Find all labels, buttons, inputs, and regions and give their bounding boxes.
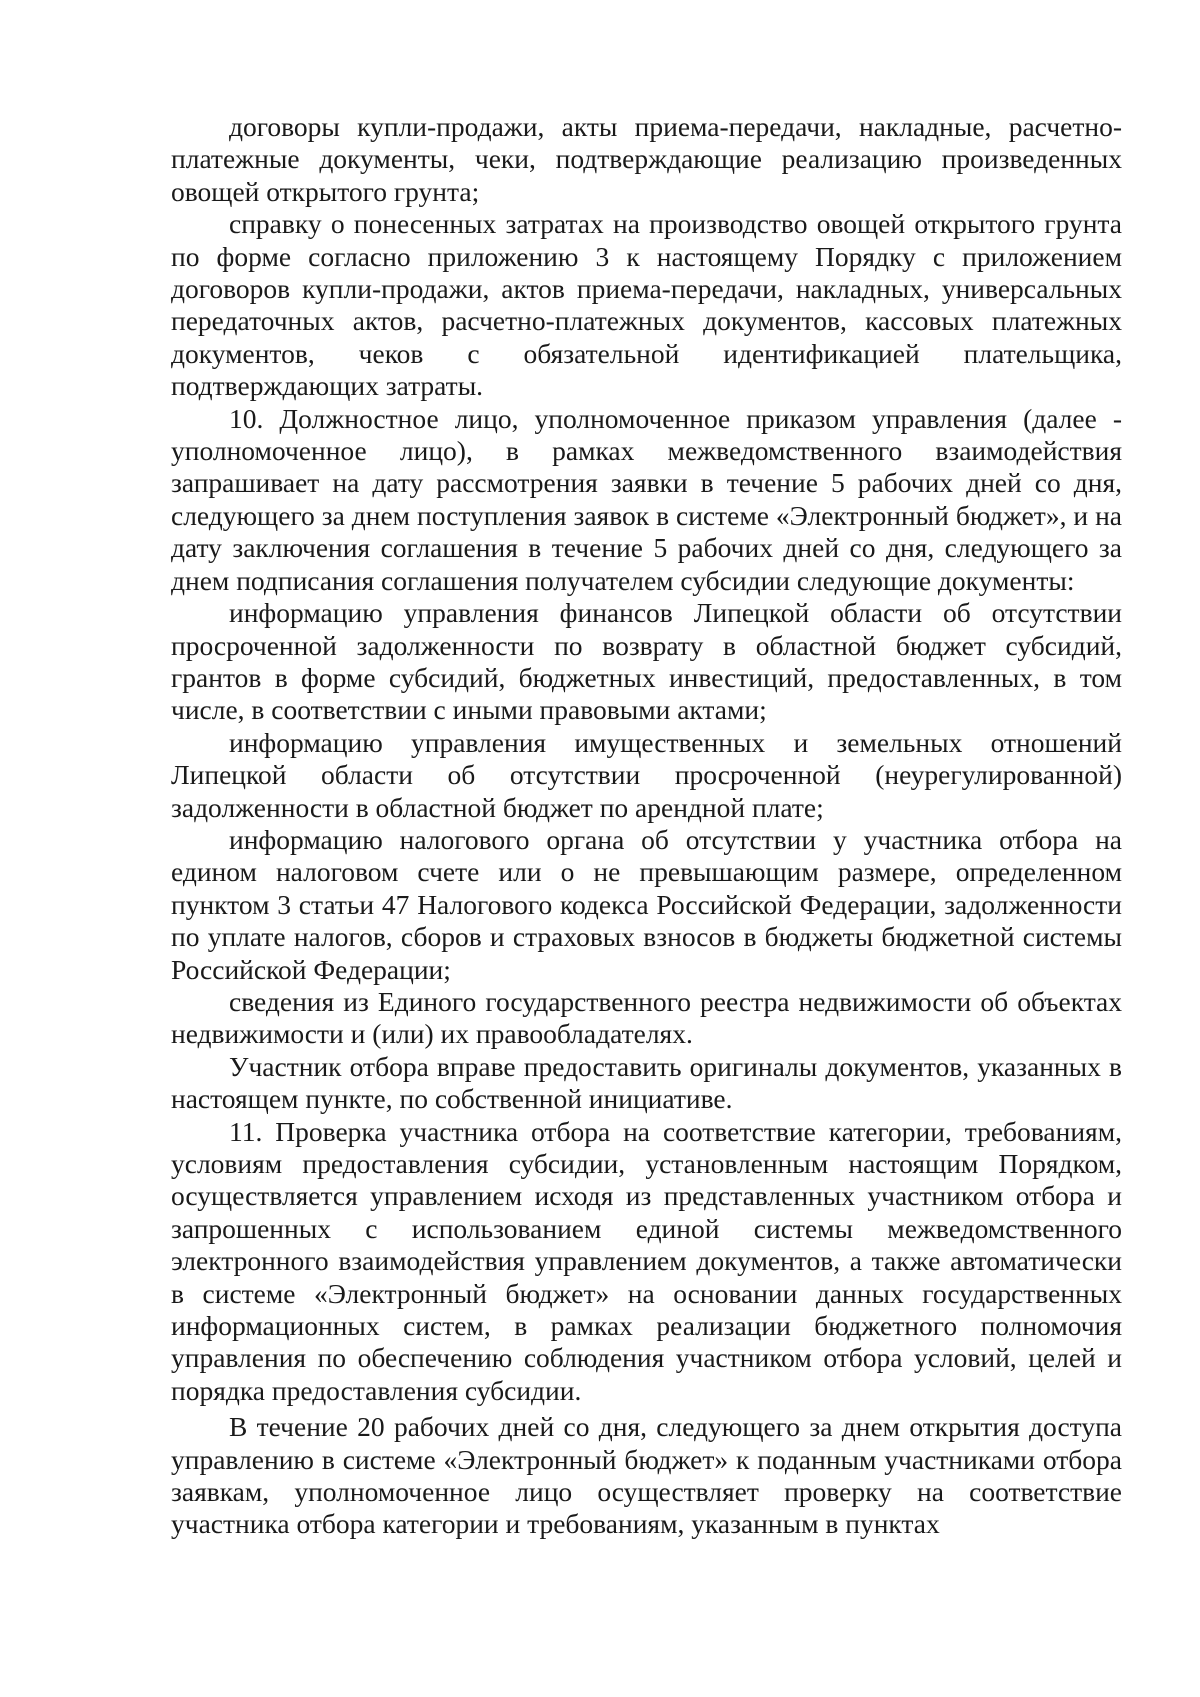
paragraph-tax-info: информацию налогового органа об отсутствии у участника отбора на едином налоговом счете или о не превышающим размере, определенном пунктом 3 статьи 47 Налогового кодекса Российской Федерации, задолженности по уплате налогов, сборов и страховых взносов в бюджеты бюджетной системы Российской Федерации; [171, 823, 1122, 985]
paragraph-item-11: 11. Проверка участника отбора на соответствие категории, требованиям, условиям предоставления субсидии, установленным настоящим Порядком, осуществляется управлением исходя из представленных участником отбора и запрошенных с использованием единой системы межведомственного электронного взаимодействия управлением документов, а также автоматически в системе «Электронный бюджет» на основании данных государственных информационных систем, в рамках реализации бюджетного полномочия управления по обеспечению соблюдения участником отбора условий, целей и порядка предоставления субсидии. [171, 1115, 1122, 1406]
paragraph-expense-certificate: справку о понесенных затратах на производство овощей открытого грунта по форме согласно приложению 3 к настоящему Порядку с приложением договоров купли-продажи, актов приема-передачи, накладных, универсальных передаточных актов, расчетно-платежных документов, кассовых платежных документов, чеков с обязательной идентификацией плательщика, подтверждающих затраты. [171, 208, 1122, 402]
paragraph-registry-info: сведения из Единого государственного реестра недвижимости об объектах недвижимости и (или) их правообладателях. [171, 985, 1122, 1050]
paragraph-20-days-check: В течение 20 рабочих дней со дня, следующего за днем открытия доступа управлению в системе «Электронный бюджет» к поданным участниками отбора заявкам, уполномоченное лицо осуществляет проверку на соответствие участника отбора категории и требованиям, указанным в пунктах [171, 1411, 1122, 1540]
paragraph-property-info: информацию управления имущественных и земельных отношений Липецкой области об отсутствии просроченной (неурегулированной) задолженности в областной бюджет по арендной плате; [171, 726, 1122, 823]
paragraph-originals-right: Участник отбора вправе предоставить оригиналы документов, указанных в настоящем пункте, по собственной инициативе. [171, 1050, 1122, 1115]
document-body [171, 111, 1122, 1541]
paragraph-sales-documents: договоры купли-продажи, акты приема-передачи, накладные, расчетно-платежные документы, чеки, подтверждающие реализацию произведенных овощей открытого грунта; [171, 111, 1122, 207]
paragraph-finance-info: информацию управления финансов Липецкой области об отсутствии просроченной задолженности по возврату в областной бюджет субсидий, грантов в форме субсидий, бюджетных инвестиций, предоставленных, в том числе, в соответствии с иными правовыми актами; [171, 597, 1122, 726]
paragraph-item-10: 10. Должностное лицо, уполномоченное приказом управления (далее - уполномоченное лицо), в рамках межведомственного взаимодействия запрашивает на дату рассмотрения заявки в течение 5 рабочих дней со дня, следующего за днем поступления заявок в системе «Электронный бюджет», и на дату заключения соглашения в течение 5 рабочих дней со дня, следующего за днем подписания соглашения получателем субсидии следующие документы: [171, 402, 1122, 596]
